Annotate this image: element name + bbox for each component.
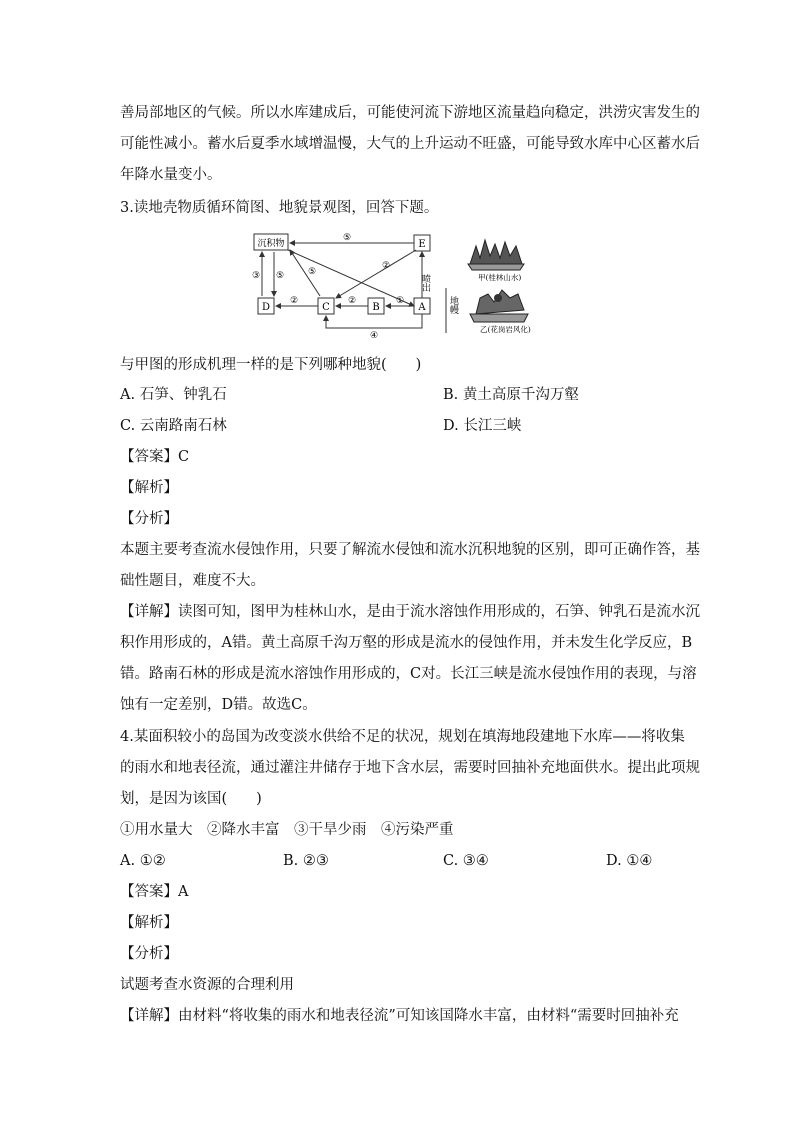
crust-label: 地幔 (448, 296, 458, 314)
q3-fenxi-label: 【分析】 (120, 511, 178, 527)
intro-line-2: 可能性减小。蓄水后夏季水域增温慢，大气的上升运动不旺盛，可能导致水库中心区蓄水后 (120, 136, 700, 152)
arrow-label-2: ③ (252, 271, 261, 281)
image-jia-caption: 甲(桂林山水) (478, 273, 522, 282)
q3-fenxi-line-2: 础性题目，难度不大。 (120, 573, 265, 589)
q3-answer: 【答案】C (120, 449, 190, 465)
q3-analysis-label: 【解析】 (120, 480, 178, 496)
q4-detail: 【详解】由材料“将收集的雨水和地表径流”可知该国降水丰富，由材料“需要时回抽补充 (120, 1008, 679, 1024)
node-a-label: A (418, 302, 426, 313)
arrow-label-1: ⑤ (343, 233, 352, 243)
q3-option-a[interactable]: A. 石笋、钟乳石 (120, 387, 227, 403)
intro-line-3: 年降水量变小。 (120, 167, 222, 183)
q4-fenxi: 试题考查水资源的合理利用 (120, 977, 294, 993)
intro-line-1: 善局部地区的气候。所以水库建成后，可能使河流下游地区流量趋向稳定，洪涝灾害发生的 (120, 105, 700, 121)
eruption-label: 喷出 (420, 274, 430, 292)
granite-landscape-image (470, 290, 531, 334)
q4-answer: 【答案】A (120, 884, 189, 900)
q4-stem-line-3: 划，是因为该国( ) (120, 791, 262, 807)
q4-stem-line-1: 4.某面积较小的岛国为改变淡水供给不足的状况，规划在填海地段建地下水库——将收集 (120, 729, 685, 745)
q3-option-c[interactable]: C. 云南路南石林 (120, 418, 227, 434)
image-yi-caption: 乙(花岗岩风化) (480, 325, 531, 334)
node-e-label: E (418, 239, 426, 250)
q4-fenxi-label: 【分析】 (120, 946, 178, 962)
q3-question: 与甲图的形成机理一样的是下列哪种地貌( ) (120, 357, 422, 373)
q4-stem-line-2: 的雨水和地表径流，通过灌注井储存于地下含水层，需要时回抽补充地面供水。提出此项规 (120, 760, 700, 776)
karst-landscape-image (468, 240, 524, 282)
q4-option-b[interactable]: B. ②③ (283, 853, 329, 869)
q3-detail-line-1: 【详解】读图可知，图甲为桂林山水，是由于流水溶蚀作用形成的，石笋、钟乳石是流水沉 (120, 604, 700, 620)
arrow-label-5: ② (382, 261, 391, 271)
q4-items: ①用水量大 ②降水丰富 ③干旱少雨 ④污染严重 (120, 822, 454, 838)
q3-detail-line-2: 积作用形成的，A错。黄土高原千沟万壑的形成是流水的侵蚀作用，并未发生化学反应，B (120, 635, 693, 651)
arrow-a-to-c (326, 314, 422, 328)
q3-stem: 3.读地壳物质循环简图、地貌景观图，回答下题。 (120, 200, 439, 216)
node-d-label: D (261, 302, 271, 313)
arrow-label-7: ② (348, 296, 357, 306)
q3-fenxi-line-1: 本题主要考查流水侵蚀作用，只要了解流水侵蚀和流水沉积地貌的区别，即可正确作答，基 (120, 542, 700, 558)
node-c-label: C (322, 302, 330, 313)
q3-detail-line-3: 错。路南石林的形成是流水溶蚀作用形成的，C对。长江三峡是流水侵蚀作用的表现，与溶 (120, 666, 697, 682)
q3-detail-line-4: 蚀有一定差别，D错。故选C。 (120, 697, 317, 713)
q4-option-d[interactable]: D. ①④ (606, 853, 653, 869)
arrow-label-4: ⑤ (308, 267, 317, 277)
q4-option-c[interactable]: C. ③④ (443, 853, 489, 869)
arrow-label-9: ④ (370, 331, 379, 340)
arrow-label-6: ② (290, 296, 299, 306)
sediment-label: 沉积物 (257, 239, 285, 249)
q4-option-a[interactable]: A. ①② (120, 853, 166, 869)
q3-option-b[interactable]: B. 黄土高原千沟万壑 (443, 387, 579, 403)
node-b-label: B (372, 302, 380, 313)
q4-analysis-label: 【解析】 (120, 915, 178, 931)
crust-cycle-diagram (248, 228, 548, 340)
q3-option-d[interactable]: D. 长江三峡 (443, 418, 522, 434)
arrow-e-to-c (336, 250, 416, 298)
arrow-label-8: ① (396, 296, 405, 306)
arrow-label-3: ⑤ (276, 271, 285, 281)
